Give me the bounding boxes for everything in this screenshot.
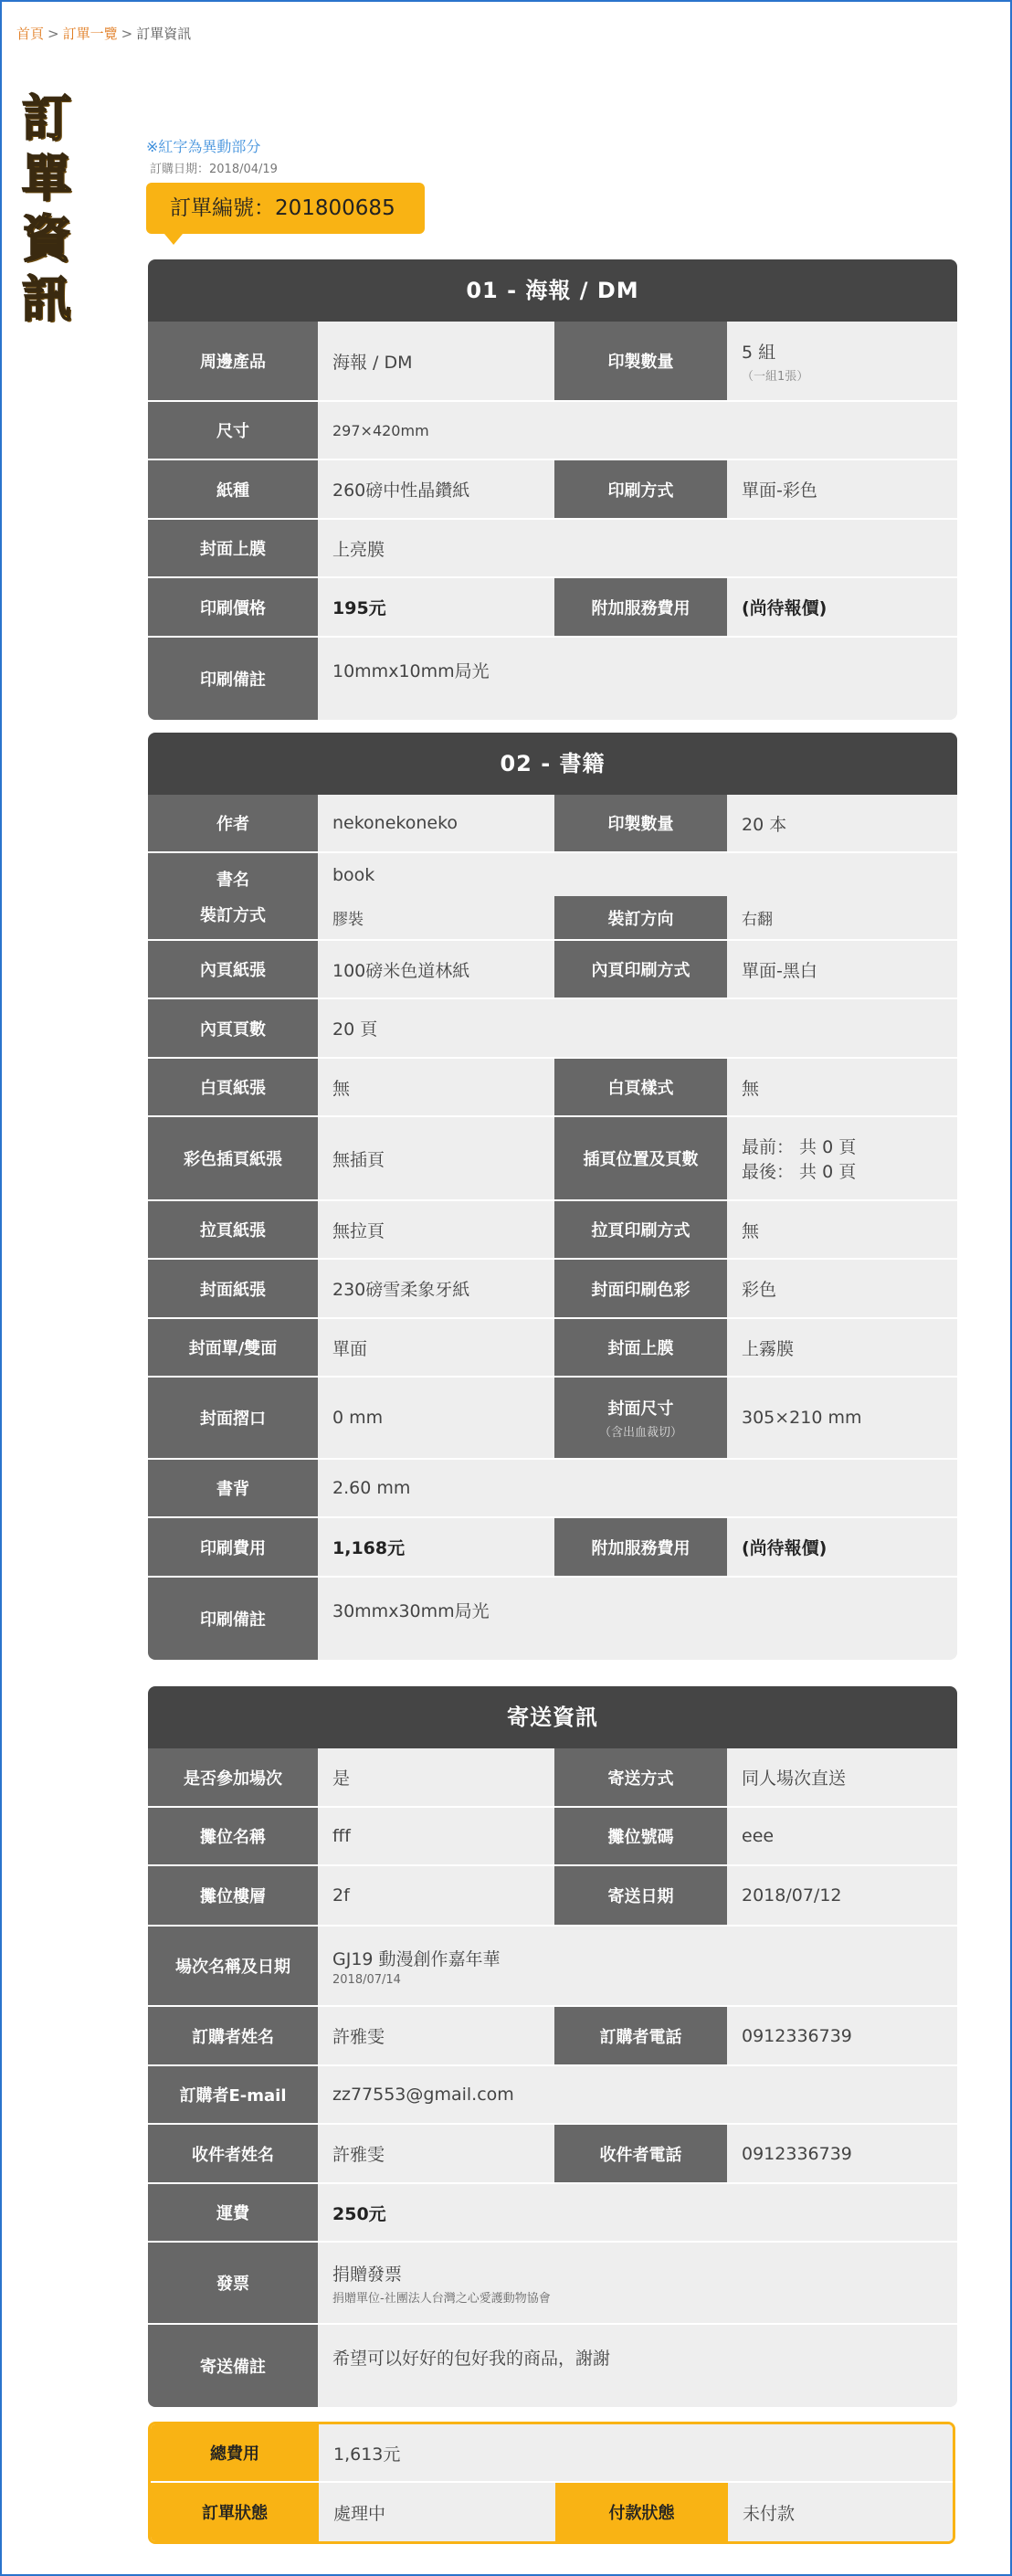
table-row: [148, 1378, 957, 1460]
field-value: eee: [727, 1808, 957, 1864]
field-label: 尺寸: [148, 402, 318, 459]
table-row: [148, 1319, 957, 1378]
field-label: 拉頁印刷方式: [554, 1201, 727, 1258]
field-label: 內頁頁數: [148, 999, 318, 1057]
table-row: [148, 2125, 957, 2184]
table-row: [148, 1927, 957, 2007]
invoice-value: 捐贈發票: [332, 2264, 403, 2285]
table-row: [148, 1117, 957, 1201]
field-value: 0912336739: [727, 2125, 957, 2182]
field-label: 周邊產品: [148, 322, 318, 400]
field-label: 附加服務費用: [554, 578, 727, 636]
field-label: 總費用: [151, 2424, 319, 2481]
field-value: 2.60 mm: [318, 1460, 957, 1516]
field-label: 彩色插頁紙張: [148, 1117, 318, 1199]
table-row: [148, 2184, 957, 2243]
title-char: 單: [22, 149, 71, 207]
field-label: 收件者姓名: [148, 2125, 318, 2182]
field-label: 寄送方式: [554, 1748, 727, 1806]
order-number-badge: 訂單編號：201800685: [146, 183, 425, 234]
table-row: [148, 1578, 957, 1660]
table-row: [148, 941, 957, 999]
title-char: 資: [22, 209, 71, 268]
table-row: [151, 2424, 953, 2483]
poster-card: [148, 259, 957, 720]
field-value: 20 本: [727, 795, 957, 851]
field-value: [727, 1117, 957, 1199]
field-label: 封面上膜: [148, 520, 318, 576]
field-label: 攤位名稱: [148, 1808, 318, 1864]
field-label: 寄送備註: [148, 2325, 318, 2407]
field-label: 印製數量: [554, 322, 727, 400]
page-title-vertical: [15, 88, 79, 329]
field-value: 2018/07/12: [727, 1866, 957, 1925]
pay-status-value: 未付款: [728, 2483, 953, 2541]
table-row: [148, 1460, 957, 1518]
field-label: 印刷費用: [148, 1518, 318, 1576]
field-value: 單面-彩色: [727, 460, 957, 518]
field-value: (尚待報價): [727, 1518, 957, 1576]
order-summary: [148, 2422, 955, 2544]
event-name-value: GJ19 動漫創作嘉年華: [332, 1948, 501, 1969]
table-row: [148, 578, 957, 638]
shipping-card-title: 寄送資訊: [148, 1686, 957, 1748]
event-date-value: 2018/07/14: [332, 1972, 401, 1987]
field-value: 0912336739: [727, 2007, 957, 2064]
field-label: 作者: [148, 795, 318, 851]
cover-size-sub: （含出血裁切）: [598, 1426, 682, 1440]
direction-label: 裝訂方向: [554, 896, 727, 939]
table-row: [148, 1748, 957, 1808]
field-value: [727, 322, 957, 400]
field-value: 無插頁: [318, 1117, 554, 1199]
field-value: [318, 2243, 957, 2323]
field-label: 付款狀態: [555, 2483, 728, 2541]
field-value: 單面: [318, 1319, 554, 1376]
change-note: ※紅字為異動部分: [146, 138, 261, 155]
table-row: [148, 638, 957, 720]
field-value: nekonekoneko: [318, 795, 554, 851]
field-label: 封面摺口: [148, 1378, 318, 1458]
table-row: [148, 1260, 957, 1319]
field-value: 無: [727, 1059, 957, 1115]
field-label: 訂單狀態: [151, 2483, 319, 2541]
table-row: [148, 1808, 957, 1866]
field-label: 封面紙張: [148, 1260, 318, 1317]
field-value: 許雅雯: [318, 2007, 554, 2064]
field-value: 無拉頁: [318, 1201, 554, 1258]
field-value: 0 mm: [318, 1378, 554, 1458]
field-label: 訂購者E-mail: [148, 2066, 318, 2123]
field-value: 是: [318, 1748, 554, 1806]
insert-back: 最後： 共 0 頁: [742, 1162, 857, 1182]
field-label: 寄送日期: [554, 1866, 727, 1925]
field-label: 白頁紙張: [148, 1059, 318, 1115]
order-date: 訂購日期：2018/04/19: [150, 163, 278, 176]
field-label: 印刷備註: [148, 638, 318, 720]
field-value: 2f: [318, 1866, 554, 1925]
cover-size-label: 封面尺寸: [607, 1399, 674, 1419]
field-label: 印刷價格: [148, 578, 318, 636]
field-value: (尚待報價): [727, 578, 957, 636]
table-row: [148, 795, 957, 853]
field-label: 內頁印刷方式: [554, 941, 727, 998]
title-char: 訊: [22, 269, 71, 328]
breadcrumb-orders-link[interactable]: 訂單一覽: [62, 26, 118, 42]
field-value: 297×420mm: [318, 402, 957, 459]
field-label: 印製數量: [554, 795, 727, 851]
field-value: 305×210 mm: [727, 1378, 957, 1458]
table-row: [148, 2243, 957, 2325]
field-label: 發票: [148, 2243, 318, 2323]
field-value: 同人場次直送: [727, 1748, 957, 1806]
field-value: [318, 1927, 957, 2005]
field-label: 印刷備註: [148, 1578, 318, 1660]
table-row: [148, 999, 957, 1059]
poster-card-title: 01 - 海報 / DM: [148, 259, 957, 322]
field-value: 30mmx30mm局光: [318, 1578, 957, 1660]
field-label: 訂購者姓名: [148, 2007, 318, 2064]
table-row: [148, 520, 957, 578]
table-row: [148, 2007, 957, 2066]
field-value: 260磅中性晶鑽紙: [318, 460, 554, 518]
breadcrumb-separator: >: [47, 26, 59, 42]
field-value: 250元: [318, 2184, 957, 2241]
table-row: [148, 1059, 957, 1117]
field-label: 內頁紙張: [148, 941, 318, 998]
breadcrumb-current: 訂單資訊: [136, 26, 192, 42]
field-label: 封面上膜: [554, 1319, 727, 1376]
insert-front: 最前： 共 0 頁: [742, 1137, 857, 1157]
table-row: [148, 460, 957, 520]
book-name-value: book: [332, 864, 375, 885]
title-char: 訂: [22, 89, 71, 147]
field-value: [318, 853, 957, 939]
field-label: 收件者電話: [554, 2125, 727, 2182]
direction-value: 右翻: [742, 911, 773, 929]
field-value: 許雅雯: [318, 2125, 554, 2182]
field-label: 運費: [148, 2184, 318, 2241]
table-row: [148, 1201, 957, 1260]
field-label: 拉頁紙張: [148, 1201, 318, 1258]
field-label: 插頁位置及頁數: [554, 1117, 727, 1199]
field-value: 20 頁: [318, 999, 957, 1057]
field-label: [148, 853, 318, 939]
total-value: 1,613元: [319, 2424, 953, 2481]
status-value: 處理中: [319, 2483, 555, 2541]
field-label: 白頁樣式: [554, 1059, 727, 1115]
table-row: [148, 1866, 957, 1927]
book-card-title: 02 - 書籍: [148, 733, 957, 795]
field-label: 附加服務費用: [554, 1518, 727, 1576]
table-row: [148, 322, 957, 402]
field-value: 彩色: [727, 1260, 957, 1317]
table-row: [148, 1518, 957, 1578]
field-value: 1,168元: [318, 1518, 554, 1576]
field-label: [554, 1378, 727, 1458]
breadcrumb-home-link[interactable]: 首頁: [16, 26, 45, 42]
field-value: fff: [318, 1808, 554, 1864]
shipping-card: [148, 1686, 957, 2407]
field-value: 100磅米色道林紙: [318, 941, 554, 998]
field-label: 是否參加場次: [148, 1748, 318, 1806]
field-label: 場次名稱及日期: [148, 1927, 318, 2005]
field-label: 印刷方式: [554, 460, 727, 518]
field-value: 海報 / DM: [318, 322, 554, 400]
field-value: 無: [727, 1201, 957, 1258]
field-value: 希望可以好好的包好我的商品，謝謝: [318, 2325, 957, 2407]
table-row: [148, 402, 957, 460]
field-value: 230磅雪柔象牙紙: [318, 1260, 554, 1317]
book-card: [148, 733, 957, 1660]
field-value: 無: [318, 1059, 554, 1115]
field-label: 訂購者電話: [554, 2007, 727, 2064]
field-value: 上霧膜: [727, 1319, 957, 1376]
table-row: [151, 2483, 953, 2541]
field-label: 封面單/雙面: [148, 1319, 318, 1376]
field-value: 上亮膜: [318, 520, 957, 576]
qty-sub: （一組1張）: [742, 369, 809, 384]
book-name-label: 書名: [216, 870, 249, 890]
field-value: 10mmx10mm局光: [318, 638, 957, 720]
binding-value: 膠裝: [332, 911, 364, 929]
field-label: 封面印刷色彩: [554, 1260, 727, 1317]
table-row: [148, 2325, 957, 2407]
field-value: 單面-黑白: [727, 941, 957, 998]
qty-value: 5 組: [742, 342, 776, 363]
binding-label: 裝訂方式: [200, 905, 266, 925]
field-label: 攤位號碼: [554, 1808, 727, 1864]
binding-subrow: [318, 896, 957, 939]
field-value: zz77553@gmail.com: [318, 2066, 957, 2123]
invoice-sub: 捐贈單位-社團法人台灣之心愛護動物協會: [332, 2291, 551, 2306]
table-row: [148, 853, 957, 941]
breadcrumb: [16, 24, 191, 43]
breadcrumb-separator: >: [121, 26, 133, 42]
field-label: 攤位樓層: [148, 1866, 318, 1925]
field-label: 書背: [148, 1460, 318, 1516]
field-label: 紙種: [148, 460, 318, 518]
field-value: 195元: [318, 578, 554, 636]
table-row: [148, 2066, 957, 2125]
